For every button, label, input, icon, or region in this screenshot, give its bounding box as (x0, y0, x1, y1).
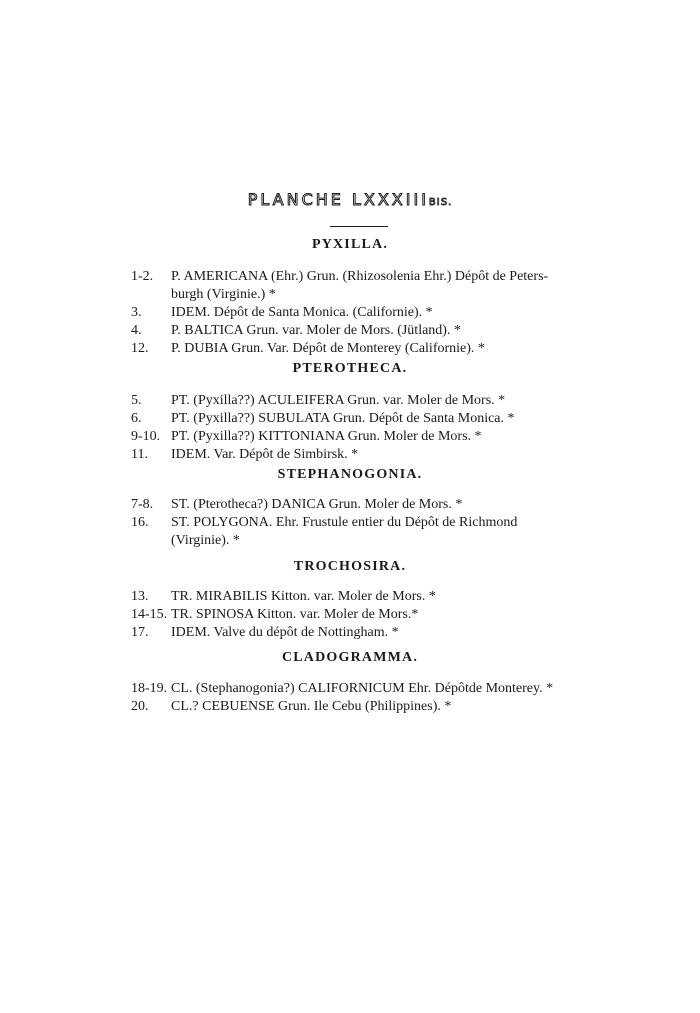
entry-text: ST. (Pterotheca?) DANICA Grun. Moler de Mors. * (171, 497, 463, 512)
entry-number: 17. (131, 625, 149, 640)
entry-text: P. DUBIA Grun. Var. Dépôt de Monterey (Californie). * (171, 341, 485, 356)
entry-continuation (131, 286, 601, 304)
entry-number: 12. (131, 341, 149, 356)
entry (131, 606, 601, 624)
entry (131, 304, 601, 322)
section-heading-cladogramma: CLADOGRAMMA. (281, 650, 419, 665)
entry-number: 6. (131, 411, 142, 426)
entry-text: P. BALTICA Grun. var. Moler de Mors. (Jütland). * (171, 323, 461, 338)
section-entries-stephanogonia (131, 496, 601, 550)
entry-number: 9-10. (131, 429, 161, 444)
section-entries-pterotheca (131, 392, 601, 464)
entry-text: IDEM. Valve du dépôt de Nottingham. * (171, 625, 399, 640)
section-entries-cladogramma (131, 680, 601, 716)
entry-text: CL.? CEBUENSE Grun. Ile Cebu (Philippines). * (171, 699, 452, 714)
entry (131, 268, 601, 286)
entry (131, 496, 601, 514)
plate-title-suffix: BIS. (428, 197, 453, 208)
entry-text: TR. SPINOSA Kitton. var. Moler de Mors.* (171, 607, 419, 622)
entry-number: 3. (131, 305, 142, 320)
entry-text: ST. POLYGONA. Ehr. Frustule entier du Dépôt de Richmond (171, 515, 518, 530)
entry-text: CL. (Stephanogonia?) CALIFORNICUM Ehr. Dépôtde Monterey. * (171, 681, 554, 696)
plate-title (0, 190, 700, 209)
entry-text-continued: burgh (Virginie.) * (171, 287, 276, 302)
section-heading-trochosira: TROCHOSIRA. (293, 559, 407, 574)
entry-number: 11. (131, 447, 148, 462)
entry-number: 1-2. (131, 269, 154, 284)
entry (131, 322, 601, 340)
entry (131, 446, 601, 464)
section-heading-stephanogonia: STEPHANOGONIA. (277, 467, 423, 482)
entry (131, 680, 601, 698)
entry-text: TR. MIRABILIS Kitton. var. Moler de Mors. * (171, 589, 436, 604)
entry (131, 392, 601, 410)
entry-text-continued: (Virginie). * (171, 533, 240, 548)
entry-number: 20. (131, 699, 149, 714)
entry-text: PT. (Pyxilla??) SUBULATA Grun. Dépôt de Santa Monica. * (171, 411, 515, 426)
entry-number: 5. (131, 393, 142, 408)
plate-title-main: PLANCHE LXXXIII (247, 190, 429, 209)
entry-text: PT. (Pyxilla??) KITTONIANA Grun. Moler de Mors. * (171, 429, 482, 444)
section-heading-pyxilla: PYXILLA. (311, 237, 389, 252)
entry (131, 514, 601, 532)
section-entries-pyxilla (131, 268, 601, 358)
entry-text: PT. (Pyxilla??) ACULEIFERA Grun. var. Moler de Mors. * (171, 393, 506, 408)
entry (131, 588, 601, 606)
entry-number: 7-8. (131, 497, 154, 512)
entry-number: 16. (131, 515, 149, 530)
entry-number: 18-19. (131, 681, 168, 696)
entry-number: 14-15. (131, 607, 168, 622)
entry (131, 698, 601, 716)
entry-number: 13. (131, 589, 149, 604)
entry-text: IDEM. Dépôt de Santa Monica. (Californie). * (171, 305, 433, 320)
title-rule (330, 226, 388, 227)
section-entries-trochosira (131, 588, 601, 642)
entry (131, 340, 601, 358)
entry (131, 428, 601, 446)
entry-number: 4. (131, 323, 142, 338)
entry (131, 624, 601, 642)
entry-continuation (131, 532, 601, 550)
entry-text: P. AMERICANA (Ehr.) Grun. (Rhizosolenia Ehr.) Dépôt de Peters- (171, 269, 549, 284)
entry (131, 410, 601, 428)
entry-text: IDEM. Var. Dépôt de Simbirsk. * (171, 447, 359, 462)
section-heading-pterotheca: PTEROTHECA. (292, 361, 408, 376)
